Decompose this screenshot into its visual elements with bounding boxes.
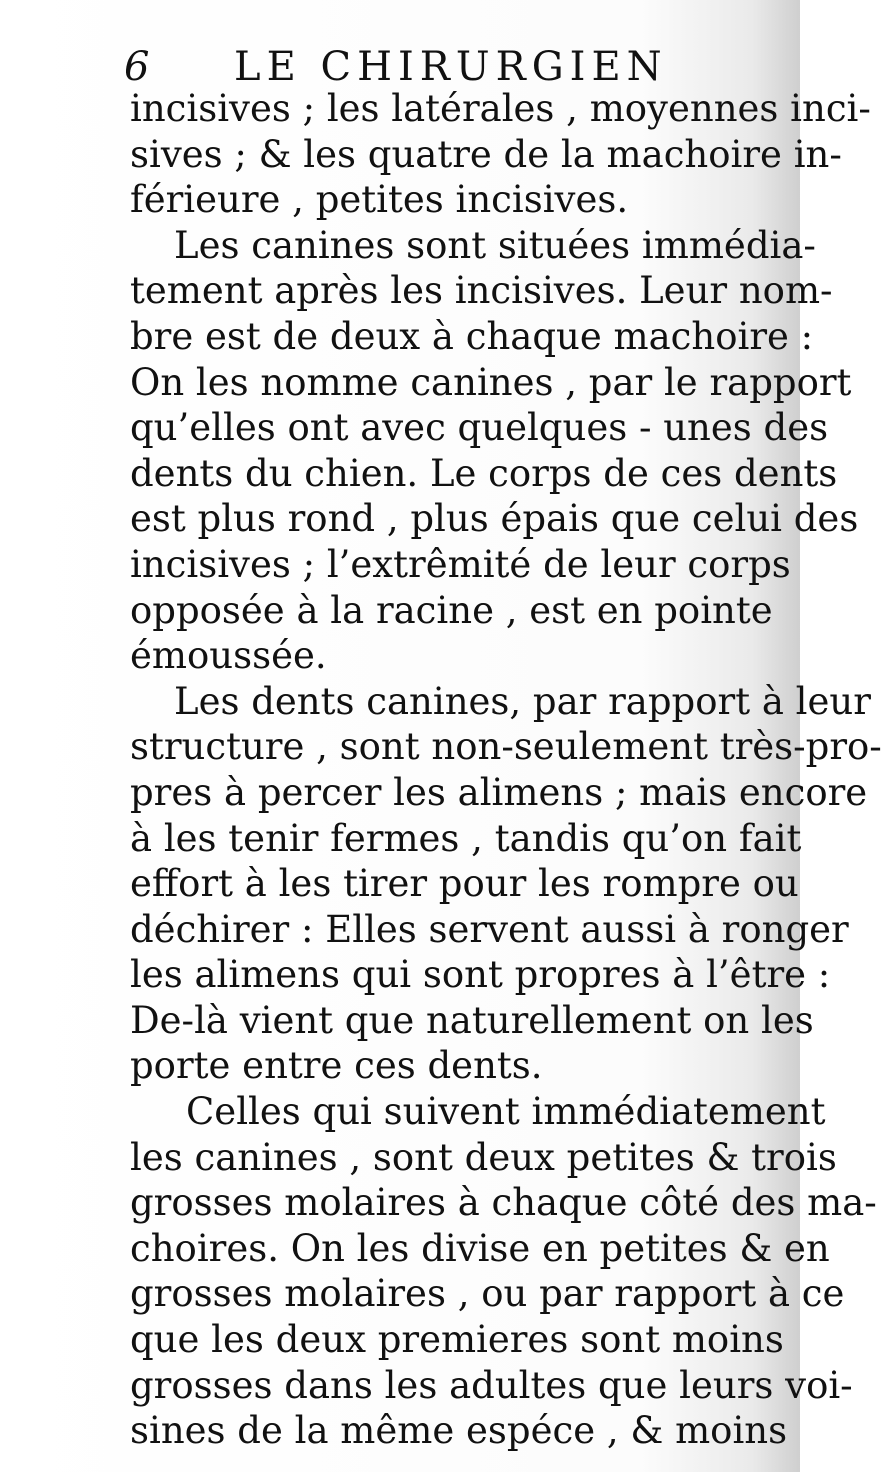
text-line: Celles qui suivent immédiatement — [186, 1090, 826, 1134]
text-line: les canines , sont deux petites & trois — [130, 1135, 837, 1179]
text-line: émoussée. — [130, 634, 327, 678]
text-line: De-là vient que naturellement on les — [130, 998, 814, 1042]
running-head: LE CHIRURGIEN — [234, 44, 668, 90]
text-line: les alimens qui sont propres à l’être : — [130, 953, 831, 997]
page-header — [124, 42, 724, 92]
text-line: à les tenir fermes , tandis qu’on fait — [130, 816, 802, 860]
text-line: porte entre ces dents. — [130, 1044, 543, 1088]
text-line: grosses molaires à chaque côté des ma- — [130, 1181, 877, 1225]
text-line: Les canines sont situées immédia- — [174, 223, 816, 267]
text-line: dents du chien. Le corps de ces dents — [130, 451, 838, 495]
text-line: grosses dans les adultes que leurs voi- — [130, 1363, 853, 1407]
text-line: pres à percer les alimens ; mais encore — [130, 770, 868, 814]
text-line: incisives ; les latérales , moyennes inci- — [130, 87, 871, 130]
text-line: structure , sont non-seulement très-pro- — [130, 725, 882, 769]
text-line: déchirer : Elles servent aussi à ronger — [130, 907, 849, 951]
text-line: tement après les incisives. Leur nom- — [130, 269, 833, 313]
text-line: que les deux premieres sont moins — [130, 1318, 784, 1362]
text-line: Les dents canines, par rapport à leur — [174, 679, 871, 723]
text-line: bre est de deux à chaque machoire : — [130, 314, 814, 358]
text-line: sives ; & les quatre de la machoire in- — [130, 132, 842, 176]
text-line: sines de la même espéce , & moins — [130, 1409, 788, 1453]
page-number: 6 — [124, 44, 150, 90]
text-line: opposée à la racine , est en pointe — [130, 588, 773, 632]
text-line: est plus rond , plus épais que celui des — [130, 497, 859, 541]
text-line: qu’elles ont avec quelques - unes des — [130, 406, 829, 450]
text-line: incisives ; l’extrêmité de leur corps — [130, 542, 791, 586]
text-line: grosses molaires , ou par rapport à ce — [130, 1272, 845, 1316]
body-text — [130, 86, 882, 1454]
text-line: choires. On les divise en petites & en — [130, 1226, 830, 1270]
text-line: effort à les tirer pour les rompre ou — [130, 862, 799, 906]
text-line: férieure , petites incisives. — [130, 178, 629, 222]
text-line: On les nomme canines , par le rapport — [130, 360, 852, 404]
